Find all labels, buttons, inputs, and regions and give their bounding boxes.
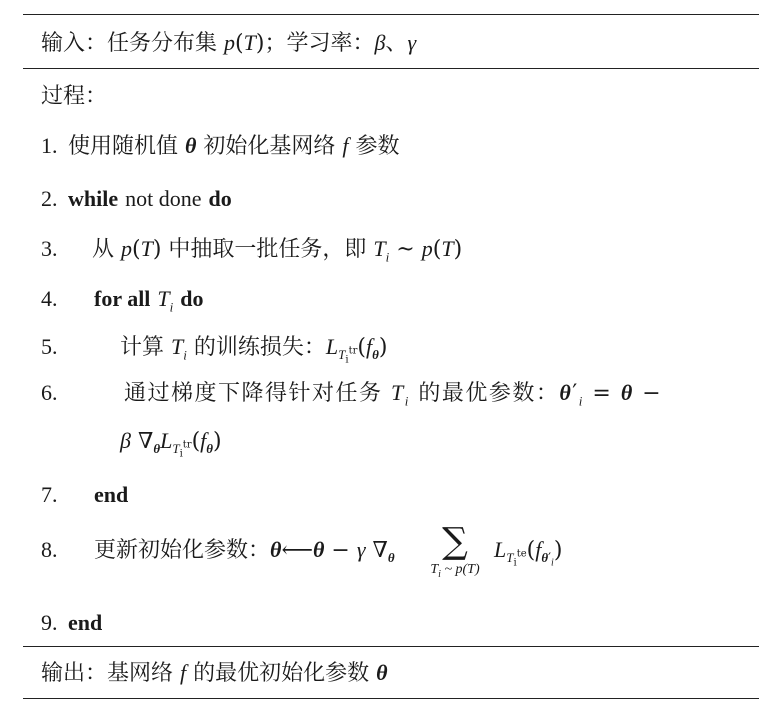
step-number: 1. bbox=[41, 133, 58, 158]
step-number: 9. bbox=[41, 610, 58, 635]
step-number: 4. bbox=[41, 286, 58, 311]
keyword-end: end bbox=[68, 610, 103, 635]
step-8-loss: $L_{T_i^{te}}(f_{\theta'_i})$ bbox=[494, 537, 563, 569]
top-rule bbox=[23, 14, 759, 15]
step-number: 7. bbox=[41, 482, 58, 507]
step-number: 5. bbox=[41, 334, 58, 359]
step-text: 使用随机值 θ 初始化基网络 f 参数 bbox=[68, 133, 400, 159]
output-rule bbox=[23, 646, 759, 647]
sum-symbol: ∑ $T_i$ ~ p(T) bbox=[430, 521, 480, 580]
step-text: not done bbox=[125, 186, 202, 211]
step-number: 3. bbox=[41, 236, 58, 261]
keyword-for-all: for all bbox=[94, 286, 151, 311]
output-row bbox=[41, 660, 388, 687]
step-text: 计算 $T_i$ 的训练损失：$L_{T_i^{tr}}(f_\theta)$ bbox=[120, 334, 388, 366]
bottom-rule bbox=[23, 698, 759, 699]
output-text: 基网络 f 的最优初始化参数 θ bbox=[107, 660, 388, 686]
keyword-do: do bbox=[208, 186, 232, 211]
header-rule bbox=[23, 68, 759, 69]
output-label: 输出： bbox=[41, 661, 108, 686]
step-6-continuation: β $\nabla_\theta L_{T_i^{tr}}(f_\theta)$ bbox=[120, 428, 222, 460]
keyword-end: end bbox=[94, 482, 129, 507]
step-text: 从 p(T) 中抽取一批任务，即 $T_i$ ~ p(T) bbox=[92, 236, 463, 265]
step-text: 通过梯度下降得针对任务 $T_i$ 的最优参数：$\theta'_i = \theta$ − bbox=[124, 380, 663, 409]
keyword-do: do bbox=[180, 286, 204, 311]
step-text: $T_i$ bbox=[157, 286, 174, 315]
input-label: 输入： bbox=[41, 31, 108, 56]
keyword-while: while bbox=[68, 186, 119, 211]
step-number: 2. bbox=[41, 186, 58, 211]
step-number: 6. bbox=[41, 380, 58, 405]
step-text: 更新初始化参数：θ⟵θ − γ $\nabla_\theta$ bbox=[94, 537, 395, 566]
input-row bbox=[41, 30, 416, 57]
input-text: 任务分布集 p(T)；学习率：β、γ bbox=[107, 30, 417, 56]
step-number: 8. bbox=[41, 537, 58, 562]
process-label: 过程： bbox=[41, 84, 108, 109]
